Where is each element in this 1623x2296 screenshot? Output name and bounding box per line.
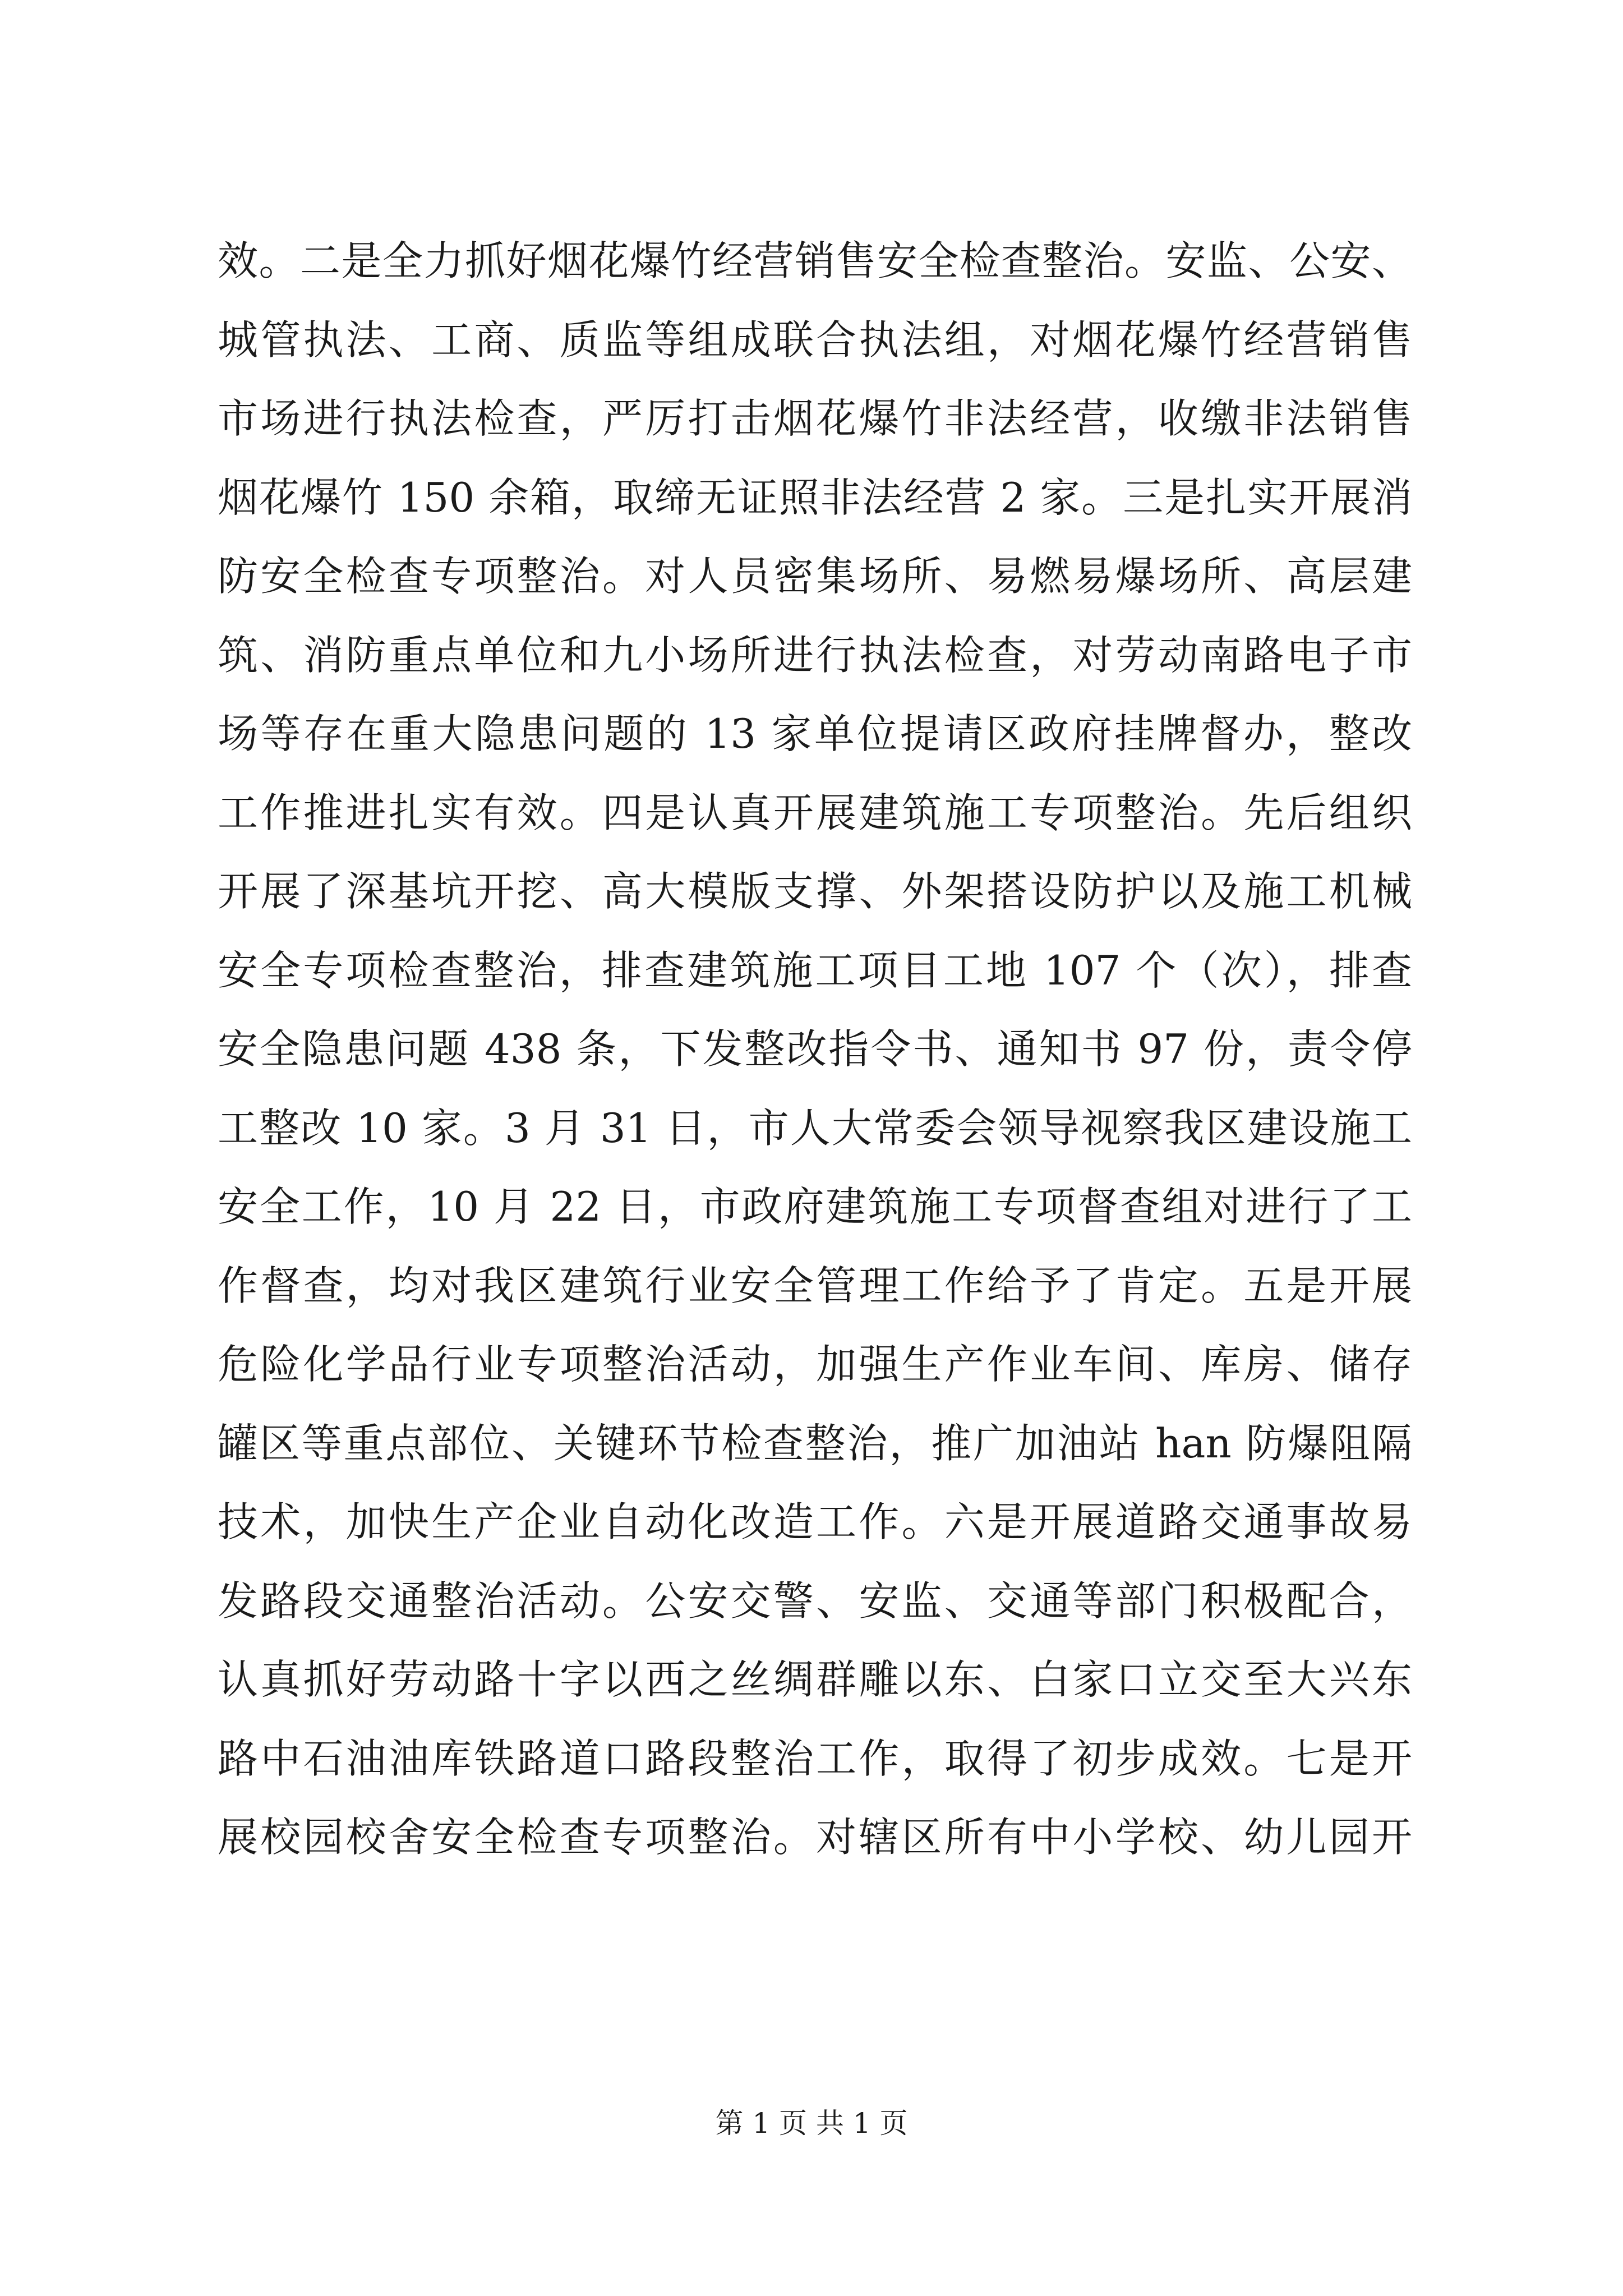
text-line: 展校园校舍安全检查专项整治。对辖区所有中小学校、幼儿园开 [218, 1814, 1412, 1861]
text-line: 安全专项检查整治，排查建筑施工项目工地 107 个（次），排查 [218, 946, 1412, 994]
page-footer [0, 2101, 1623, 2141]
text-line: 认真抓好劳动路十字以西之丝绸群雕以东、白家口立交至大兴东 [218, 1656, 1412, 1703]
text-line: 场等存在重大隐患问题的 13 家单位提请区政府挂牌督办，整改 [218, 710, 1412, 757]
text-line: 防安全检查专项整治。对人员密集场所、易燃易爆场所、高层建 [218, 553, 1412, 600]
page-number-label: 第 1 页 共 1 页 [715, 2107, 908, 2139]
text-line: 城管执法、工商、质监等组成联合执法组，对烟花爆竹经营销售 [218, 316, 1412, 364]
text-line: 效。二是全力抓好烟花爆竹经营销售安全检查整治。安监、公安、 [218, 237, 1412, 284]
text-line: 烟花爆竹 150 余箱，取缔无证照非法经营 2 家。三是扎实开展消 [218, 473, 1412, 521]
text-line: 路中石油油库铁路道口路段整治工作，取得了初步成效。七是开 [218, 1734, 1412, 1782]
text-line: 作督查，均对我区建筑行业安全管理工作给予了肯定。五是开展 [218, 1262, 1412, 1309]
text-line: 危险化学品行业专项整治活动，加强生产作业车间、库房、储存 [218, 1341, 1412, 1388]
text-line: 发路段交通整治活动。公安交警、安监、交通等部门积极配合， [218, 1577, 1412, 1625]
text-line: 开展了深基坑开挖、高大模版支撑、外架搭设防护以及施工机械 [218, 868, 1412, 915]
text-line: 安全工作，10 月 22 日，市政府建筑施工专项督查组对进行了工 [218, 1183, 1412, 1230]
text-line: 工作推进扎实有效。四是认真开展建筑施工专项整治。先后组织 [218, 789, 1412, 836]
body-text [218, 222, 1412, 1877]
text-line: 罐区等重点部位、关键环节检查整治，推广加油站 han 防爆阻隔 [218, 1419, 1412, 1467]
text-line: 市场进行执法检查，严厉打击烟花爆竹非法经营，收缴非法销售 [218, 395, 1412, 442]
text-line: 筑、消防重点单位和九小场所进行执法检查，对劳动南路电子市 [218, 631, 1412, 679]
text-line: 安全隐患问题 438 条，下发整改指令书、通知书 97 份，责令停 [218, 1025, 1412, 1073]
text-line: 工整改 10 家。3 月 31 日，市人大常委会领导视察我区建设施工 [218, 1104, 1412, 1152]
text-line: 技术，加快生产企业自动化改造工作。六是开展道路交通事故易 [218, 1498, 1412, 1545]
